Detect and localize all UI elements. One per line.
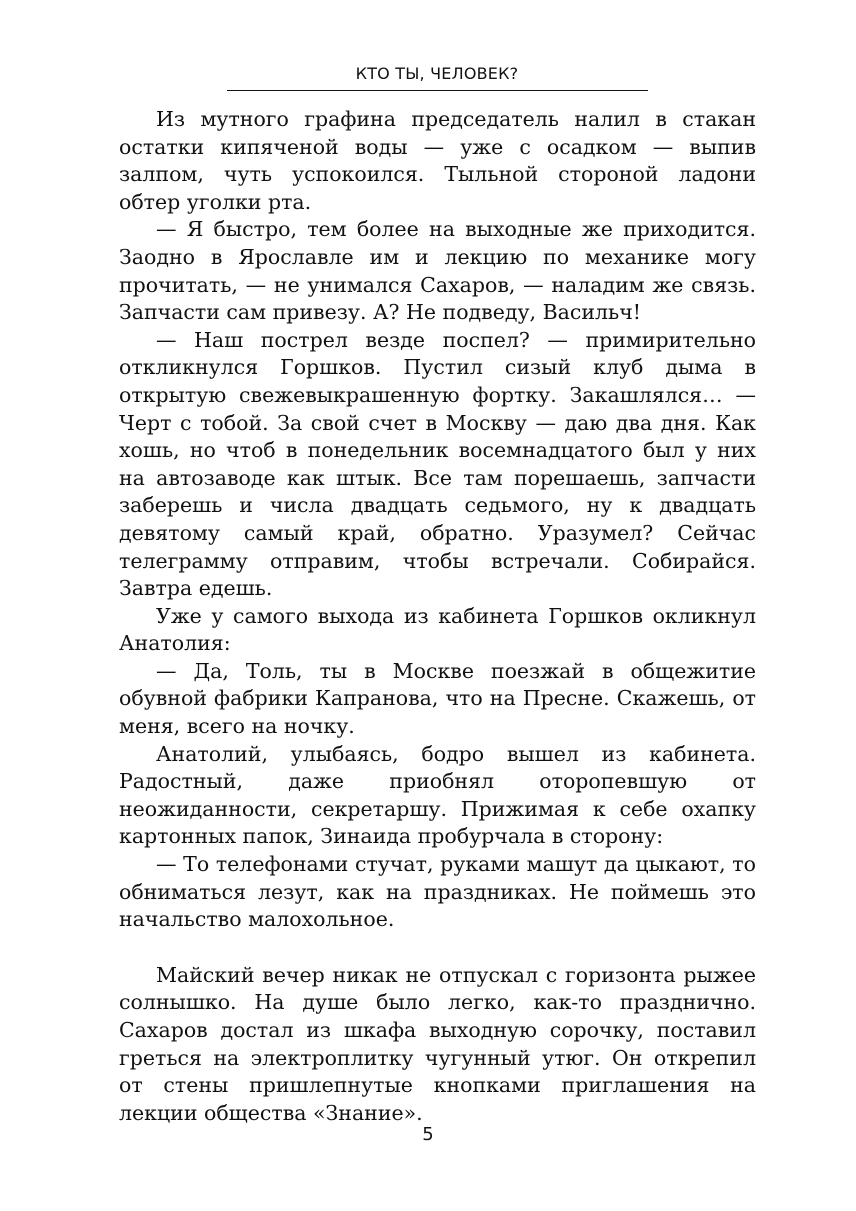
paragraph: Анатолий, улыбаясь, бодро вышел из кабинета. Радостный, даже приобнял оторопевшую от неожиданности, секретаршу. Прижимая к себе охапку картонных папок, Зинаида пробурчала в сторону: <box>119 741 756 849</box>
running-header: КТО ТЫ, ЧЕЛОВЕК? <box>355 64 519 83</box>
paragraph: — Да, Толь, ты в Москве поезжай в общежитие обувной фабрики Капранова, что на Пресне. Скажешь, от меня, всего на ночку. <box>119 658 756 739</box>
paragraph: Из мутного графина председатель налил в стакан остатки кипяченой воды — уже с осадком — выпив залпом, чуть успокоился. Тыльной стороной ладони обтер уголки рта. <box>119 107 756 214</box>
paragraph: Уже у самого выхода из кабинета Горшков окликнул Анатолия: <box>119 603 756 656</box>
paragraph: — То телефонами стучат, руками машут да цыкают, то обниматься лезут, как на праздниках. Не поймешь это начальство малохольное. <box>119 852 756 932</box>
paragraph: — Наш пострел везде поспел? — примирительно откликнулся Горшков. Пустил сизый клуб дыма в открытую свежевыкрашенную фортку. Закашлялся… — Черт с тобой. За свой счет в Москву — даю два дня. Как хошь, но чтоб в понедельник восемнадцатого был у них на автозаводе как штык. Все там порешаешь, запчасти заберешь и числа двадцать седьмого, ну к двадцать девятому самый край, обратно. Уразумел? Сейчас телеграмму отправим, чтобы встречали. Собирайся. Завтра едешь. <box>119 327 756 601</box>
page-number: 5 <box>422 1124 434 1145</box>
section-break <box>119 934 756 962</box>
main-text <box>119 106 756 1127</box>
header-divider <box>227 90 648 91</box>
paragraph: — Я быстро, тем более на выходные же приходится. Заодно в Ярославле им и лекцию по механике могу прочитать, — не унимался Сахаров, — наладим же связь. Запчасти сам привезу. А? Не подведу, Васильч! <box>119 217 756 325</box>
paragraph: Майский вечер никак не отпускал с горизонта рыжее солнышко. На душе было легко, как-то празднично. Сахаров достал из шкафа выходную сорочку, поставил греться на электроплитку чугунный утюг. Он открепил от стены пришлепнутые кнопками приглашения на лекции общества «Знание». <box>119 962 756 1125</box>
